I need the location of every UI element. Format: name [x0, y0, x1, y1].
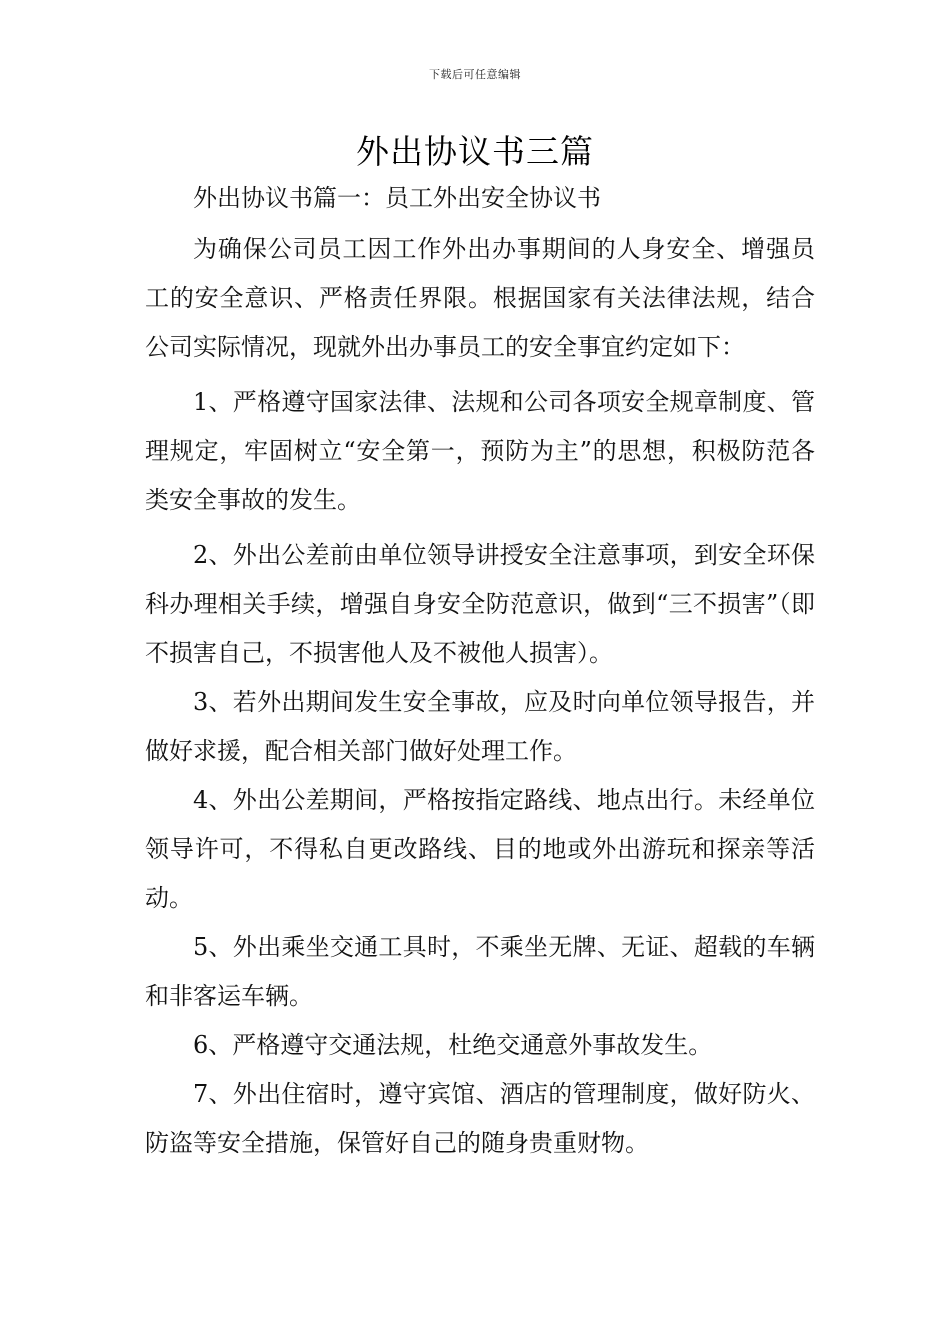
paragraph-item-3: 3、若外出期间发生安全事故，应及时向单位领导报告，并做好求援，配合相关部门做好处理工作。	[145, 688, 815, 765]
document-body	[145, 174, 815, 1168]
paragraph-intro: 为确保公司员工因工作外出办事期间的人身安全、增强员工的安全意识、严格责任界限。根据国家有关法律法规，结合公司实际情况，现就外出办事员工的安全事宜约定如下：	[145, 235, 815, 361]
header-note: 下载后可任意编辑	[429, 68, 521, 81]
document-title: 外出协议书三篇	[356, 132, 594, 171]
section-subtitle: 外出协议书篇一：员工外出安全协议书	[193, 184, 601, 212]
paragraph-item-7: 7、外出住宿时，遵守宾馆、酒店的管理制度，做好防火、防盗等安全措施，保管好自己的随身贵重财物。	[145, 1080, 815, 1157]
paragraph-item-4: 4、外出公差期间，严格按指定路线、地点出行。未经单位领导许可，不得私自更改路线、目的地或外出游玩和探亲等活动。	[145, 786, 815, 912]
paragraph-item-5: 5、外出乘坐交通工具时，不乘坐无牌、无证、超载的车辆和非客运车辆。	[145, 933, 815, 1010]
paragraph-item-1: 1、严格遵守国家法律、法规和公司各项安全规章制度、管理规定，牢固树立“安全第一，预防为主”的思想，积极防范各类安全事故的发生。	[145, 388, 815, 514]
paragraph-item-2: 2、外出公差前由单位领导讲授安全注意事项，到安全环保科办理相关手续，增强自身安全防范意识，做到“三不损害”（即不损害自己，不损害他人及不被他人损害）。	[145, 541, 815, 667]
paragraph-item-6: 6、严格遵守交通法规，杜绝交通意外事故发生。	[193, 1031, 713, 1059]
